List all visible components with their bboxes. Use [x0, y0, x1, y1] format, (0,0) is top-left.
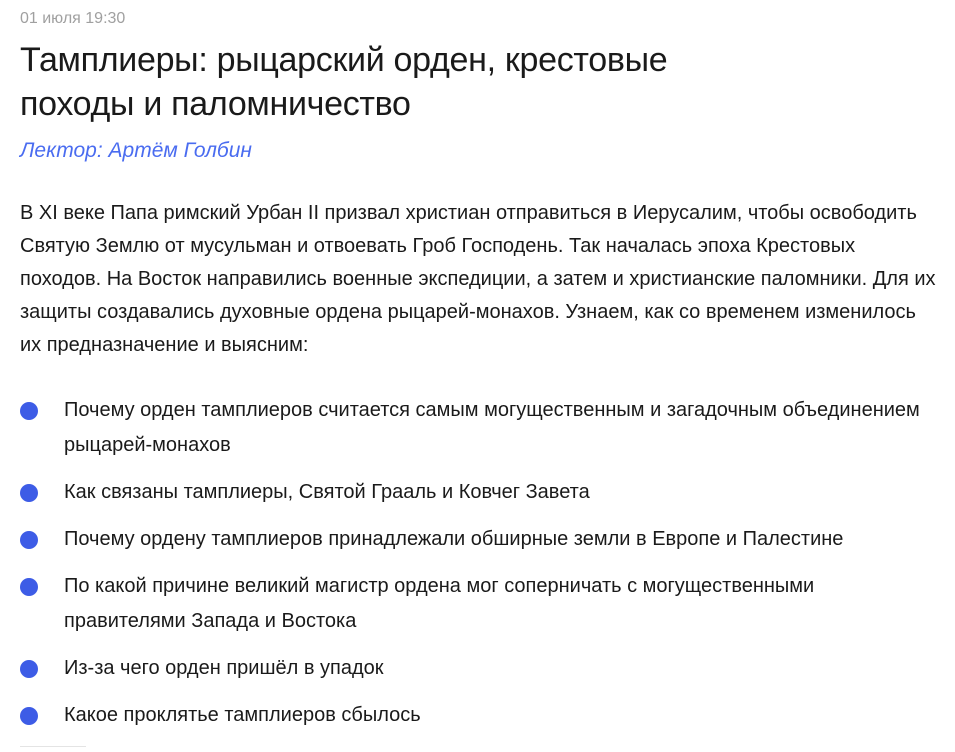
list-item-text: Из-за чего орден пришёл в упадок — [64, 657, 384, 679]
list-item — [20, 522, 940, 557]
list-item-text: Почему орден тамплиеров считается самым могущественным и загадочным объединением рыцарей-монахов — [64, 399, 920, 456]
lecture-date: 01 июля 19:30 — [20, 10, 126, 27]
questions-list — [20, 393, 940, 745]
circle-bullet-icon — [20, 484, 38, 502]
list-item — [20, 475, 940, 510]
circle-bullet-icon — [20, 578, 38, 596]
circle-bullet-icon — [20, 660, 38, 678]
list-item — [20, 651, 940, 686]
circle-bullet-icon — [20, 531, 38, 549]
list-item-text: Почему ордену тамплиеров принадлежали обширные земли в Европе и Палестине — [64, 528, 844, 550]
list-item-text: Как связаны тамплиеры, Святой Грааль и Ковчег Завета — [64, 481, 590, 503]
intro-paragraph: В XI веке Папа римский Урбан II призвал христиан отправиться в Иерусалим, чтобы освободить Святую Землю от мусульман и отвоевать Гроб Господень. Так началась эпоха Крестовых походов. На Восток направились военные экспедиции, а затем и христианские паломники. Для их защиты создавались духовные ордена рыцарей-монахов. Узнаем, как со временем изменилось их предназначение и выясним: — [20, 202, 936, 356]
page-title: Тамплиеры: рыцарский орден, крестовые походы и паломничество — [20, 41, 668, 123]
list-item — [20, 393, 940, 463]
bottom-divider — [20, 746, 86, 747]
circle-bullet-icon — [20, 402, 38, 420]
lecturer-link[interactable]: Лектор: Артём Голбин — [20, 139, 252, 162]
list-item — [20, 698, 940, 733]
list-item-text: Какое проклятье тамплиеров сбылось — [64, 704, 421, 726]
list-item-text: По какой причине великий магистр ордена мог соперничать с могущественными правителями Запада и Востока — [64, 575, 815, 632]
list-item — [20, 569, 940, 639]
circle-bullet-icon — [20, 707, 38, 725]
